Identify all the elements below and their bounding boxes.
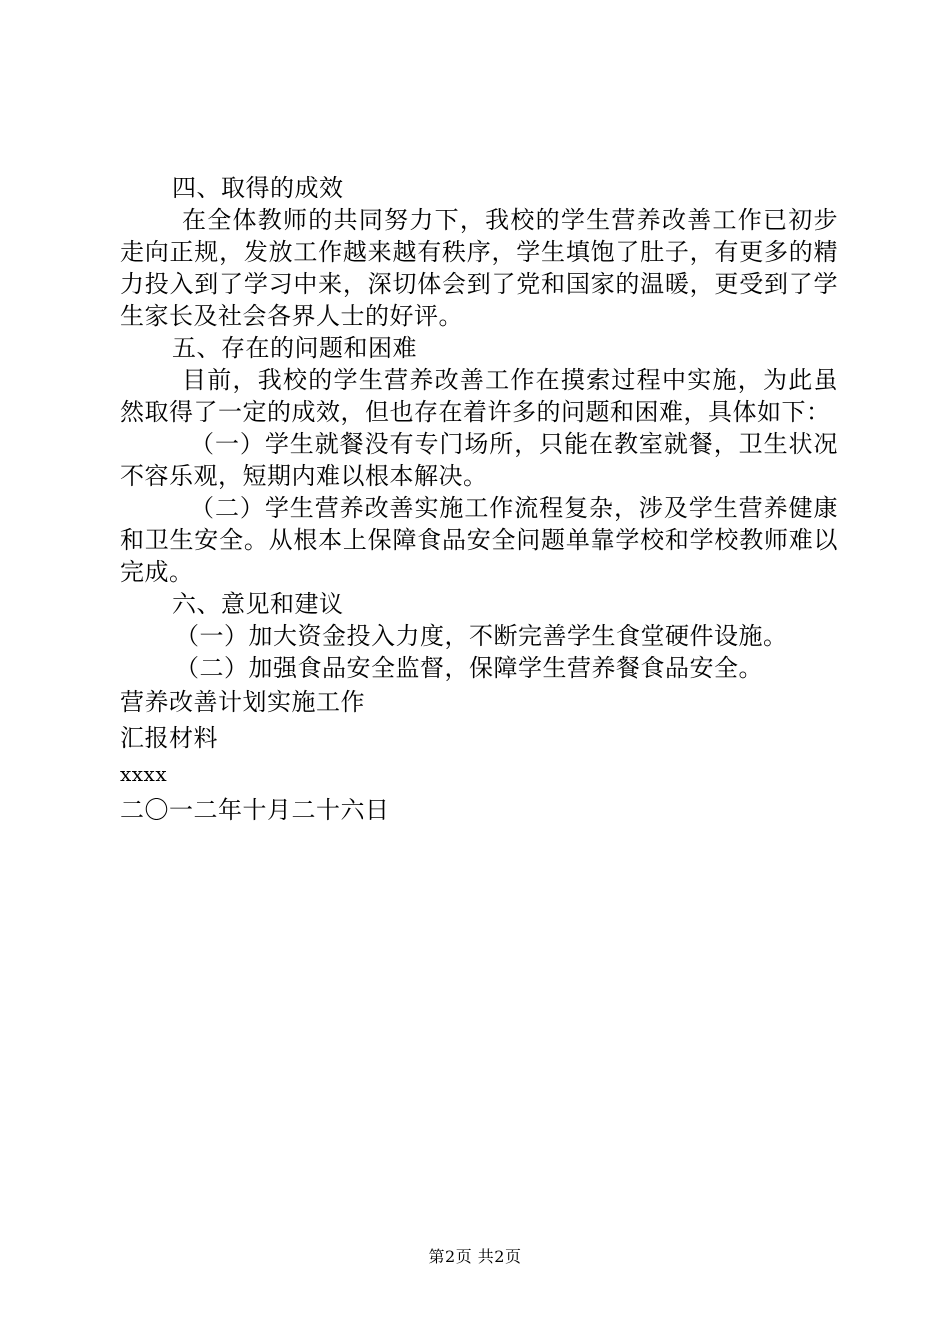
section-heading-results: 四、取得的成效 <box>172 174 344 202</box>
paragraph-problem-2: （二）学生营养改善实施工作流程复杂，涉及学生营养健康和卫生安全。从根本上保障食品安全问题单靠学校和学校教师难以完成。 <box>120 494 838 586</box>
document-body <box>120 172 838 826</box>
paragraph-results: 在全体教师的共同努力下，我校的学生营养改善工作已初步走向正规，发放工作越来越有秩序，学生填饱了肚子，有更多的精力投入到了学习中来，深切体会到了党和国家的温暖，更受到了学生家长及社会各界人士的好评。 <box>120 206 838 330</box>
paragraph-suggestion-2: （二）加强食品安全监督，保障学生营养餐食品安全。 <box>175 654 763 682</box>
section-heading-suggestions: 六、意见和建议 <box>172 590 344 618</box>
paragraph-suggestion-1: （一）加大资金投入力度，不断完善学生食堂硬件设施。 <box>175 622 788 650</box>
closing-date: 二〇一二年十月二十六日 <box>120 796 390 824</box>
closing-title-line2: 汇报材料 <box>120 724 218 752</box>
section-heading-problems: 五、存在的问题和困难 <box>172 334 417 362</box>
page-footer: 第2页 共2页 <box>428 1247 522 1266</box>
closing-title-line1: 营养改善计划实施工作 <box>120 688 365 716</box>
closing-author: xxxx <box>120 762 168 786</box>
paragraph-problems-intro: 目前，我校的学生营养改善工作在摸索过程中实施，为此虽然取得了一定的成效，但也存在着许多的问题和困难，具体如下： <box>120 366 838 426</box>
paragraph-problem-1: （一）学生就餐没有专门场所，只能在教室就餐，卫生状况不容乐观，短期内难以根本解决。 <box>120 430 838 490</box>
